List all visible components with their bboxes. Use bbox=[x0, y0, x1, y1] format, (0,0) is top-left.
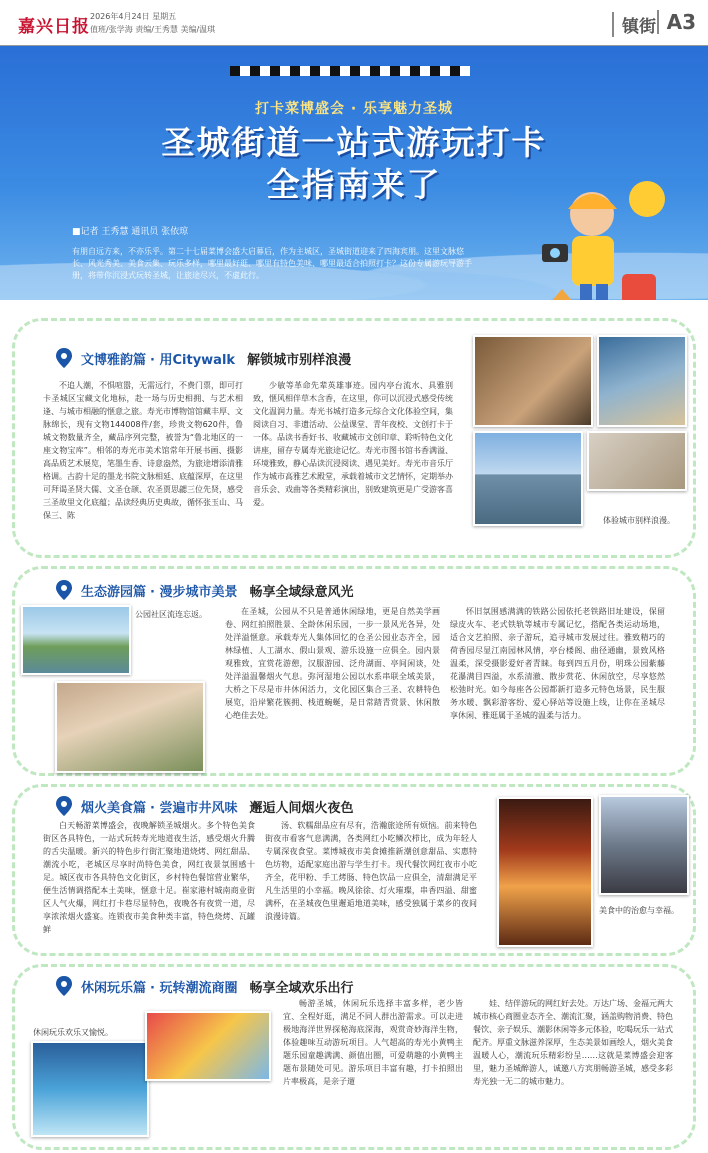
page-number: A3 bbox=[657, 10, 696, 34]
section-subtitle: 解锁城市别样浪漫 bbox=[247, 352, 352, 368]
photo-gallery-visitors bbox=[597, 335, 687, 427]
checkered-flag-strip bbox=[230, 66, 470, 76]
section-culture-header bbox=[55, 345, 351, 371]
intro-paragraph: 有朋自远方来，不亦乐乎。第二十七届菜博会盛大启幕后，作为主城区，圣城街道迎来了四海宾朋。这里文脉悠长、风光秀美、美食云集、玩乐多样，哪里最好逛、哪里有特色美味、哪里最适合拍照打卡？这份专属游玩导游手册，将带你沉浸式玩转圣城，让旅途尽兴，不虚此行。 bbox=[72, 247, 472, 280]
section-tagline: · 玩转潮流商圈 bbox=[150, 980, 238, 996]
photo-caption: 休闲玩乐欢乐又愉悦。 bbox=[33, 1028, 113, 1037]
section-subtitle: 畅享全域欢乐出行 bbox=[249, 980, 354, 996]
hero-title-line2: 全指南来了 bbox=[266, 165, 442, 204]
masthead bbox=[0, 0, 708, 46]
section-ecology-body bbox=[225, 605, 685, 722]
hero-banner bbox=[0, 46, 708, 300]
section-leisure-header bbox=[55, 973, 354, 999]
location-pin-icon bbox=[55, 580, 73, 600]
section-culture bbox=[12, 318, 696, 558]
section-ecology bbox=[12, 566, 696, 776]
article-column: 白天畅游菜博盛会，夜晚解锁圣城烟火。多个特色美食街区各具特色，一站式玩转寿光地道夜生活，感受烟火升腾的舌尖温暖。新兴的特色步行街汇聚地道烧烤、网红甜品、潮流小吃，老城区尽享时尚特色美食，网红夜景氛围感十足。城区夜市各具特色文化街区，乡村特色餐馆营业繁华，便生活情调搭配本土美味，惬意十足。崔家港村城南商业街区人气火爆，网红打卡巷尽显特色，夜晚各有夜赏一道，尽享浓浓烟火盛宴。连锁夜市美食种类丰富，特色烧烤、瓦罐鲜 bbox=[43, 821, 255, 934]
section-leisure-body bbox=[283, 997, 683, 1088]
section-title: 文博雅韵篇 bbox=[81, 352, 147, 368]
article-column: 怀旧氛围感满满的铁路公园依托老铁路旧址建设，保留绿皮火车、老式铁轨等城市专属记忆，搭配各类运动场地，适合文艺拍照、亲子游玩，追寻城市发展过往。雅致精巧的荷香园尽显江南园林风情，亭台楼阁、曲径通幽，景致风格温柔，深受摄影爱好者青睐。每到四五月份，明珠公园紫藤花瀑满目四溢，水系清澈、散步赏花、休闲放空，尽享悠然松弛时光。如今每座各公园都新打造多元特色场景，民生服务水暖、飘彩游客纷、爱心驿站等设施上线，让你在圣城尽享休闲、雅逛属于圣城的温柔与活力。 bbox=[450, 607, 665, 720]
byline: ■记者 王秀慧 通讯员 张依琼 bbox=[72, 227, 189, 237]
editors-line: 值班/张学海 责编/王秀慧 美编/温琪 bbox=[90, 25, 216, 34]
location-pin-icon bbox=[55, 796, 73, 816]
photo-amusement-park bbox=[145, 1011, 271, 1081]
section-leisure bbox=[12, 964, 696, 1150]
photo-park-lake bbox=[21, 605, 131, 675]
hero-title-line1: 圣城街道一站式游玩打卡 bbox=[161, 123, 547, 162]
section-food-body bbox=[43, 819, 483, 936]
section-label: 镇街 bbox=[612, 12, 656, 37]
issue-meta bbox=[90, 10, 215, 36]
section-title: 生态游园篇 bbox=[81, 584, 147, 600]
article-column: 汤、软糯甜品应有尽有，浩瀚旅途所有烦恼。前来特色街夜市看客气息满满，各类网红小吃鳞次栉比，成为年轻人专属深夜食堂。菜博城夜市美食摊推新潮创意甜品、实惠特色坊物，适配家庭出游与学生打卡。现代餐饮网红夜市小吃齐全，花甲粉、手工烤肠、特色饮品一应俱全，清甜满足平凡生活里的小幸福。晚风徐徐、灯火璀璨，串香四溢、甜蜜满杯，在圣城夜色里邂逅地道美味，感受独属于菜乡的夜间浪漫诗篇。 bbox=[265, 821, 477, 921]
photo-museum-exhibit bbox=[473, 335, 593, 427]
section-subtitle: 畅享全域绿意风光 bbox=[249, 584, 354, 600]
section-culture-body bbox=[43, 379, 463, 522]
section-ecology-header bbox=[55, 577, 354, 603]
issue-date: 2026年4月24日 星期五 bbox=[90, 12, 177, 21]
article-column: 娃、结伴游玩的网红好去处。万达广场、金福元两大城市核心商圈业态齐全、潮流汇聚，涵盖购物消费、特色餐饮、亲子娱乐、潮影休闲等多元体验，吃喝玩乐一站式配齐。厚重文脉滋养深厚，生态美景如画绘人，烟火美食温暖人心，潮流玩乐精彩纷呈……这就是菜博盛会迎客里，魅力圣城醉游人，诚邀八方宾朋畅游圣城，感受多彩寿光独一无二的城市魅力。 bbox=[473, 999, 673, 1086]
location-pin-icon bbox=[55, 348, 73, 368]
location-pin-icon bbox=[55, 976, 73, 996]
photo-food-street-night bbox=[497, 797, 593, 947]
photo-caption: 公园社区流连忘返。 bbox=[135, 610, 207, 619]
section-food-header bbox=[55, 793, 354, 819]
section-title: 烟火美食篇 bbox=[81, 800, 147, 816]
article-column: 少敏等革命先辈英雄事迹。园内亭台流水、具雅别致，惬风相伴草木含香，在这里，你可以沉浸式感受传统文化温润力量。寿光书城打造多元综合文化体验空间，集阅读自习、非遗活动、公益课堂、青年夜校、文创打卡于一体。品读书香好书、收藏城市文创印章、聆听特色文化讲座，留存专属寿光旅途记忆。寿光市图书馆书香满溢、环境雅致，静心品读沉浸阅读、遇见美好。寿光市音乐厅作为城市高雅艺术殿堂，承载着城市文艺情怀，定期举办音乐会、戏曲等各类精彩演出，别致建筑更是广受游客喜爱。 bbox=[253, 381, 453, 507]
section-title: 休闲玩乐篇 bbox=[81, 980, 147, 996]
tourist-mascot-illustration bbox=[522, 174, 672, 300]
article-column: 不追人潮，不惧喧嚣，无需远行，不费门票，即可打卡圣城区宝藏文化地标，赴一场与历史相拥、与艺术相逢、与城市相融的惬意之旅。寿光市博物馆馆藏丰厚、文脉绵长，现有文物144008件/套，珍贵文物620件，鲁城文物数量齐全，藏品序列完整，被誉为“鲁北地区的一座文物宝库”。相邻的寿光市美术馆常年开展书画、摄影高品质艺术展览，笔墨生香、诗意盎然，为旅途增添清雅格调。古韵十足的墨龙书院文脉相延、底蕴深厚，在这里可拜谒圣贤大儒、文圣仓颉、农圣贾思勰三位先贤，感受三圣故里文化底蕴；品读经典历史典故，循怀张玉山、马保三、陈 bbox=[43, 381, 243, 520]
section-food bbox=[12, 784, 696, 956]
section-tagline: · 漫步城市美景 bbox=[150, 584, 238, 600]
section-subtitle: 邂逅人间烟火夜色 bbox=[249, 800, 354, 816]
photo-caption: 体验城市别样浪漫。 bbox=[603, 516, 675, 525]
hero-subtitle: 打卡菜博盛会 · 乐享魅力圣城 bbox=[254, 101, 454, 117]
photo-aquarium-show bbox=[31, 1041, 149, 1137]
photo-night-market bbox=[599, 795, 689, 895]
newspaper-logo: 嘉兴日报 bbox=[18, 17, 90, 37]
photo-reading-room bbox=[587, 431, 687, 491]
photo-concert-hall bbox=[473, 431, 583, 526]
photo-family-park bbox=[55, 681, 205, 773]
photo-caption: 美食中的治愈与幸福。 bbox=[599, 906, 679, 915]
section-tagline: · 用Citywalk bbox=[150, 352, 236, 368]
article-column: 畅游圣城，休闲玩乐选择丰富多样，老少皆宜、全程好逛，满足不同人群出游需求。可以走进极地海洋世界探秘海底深海，观赏奇妙海洋生物，体验趣味互动游玩项目。人气超高的寿光小黄鸭主题乐园童趣满满、颜值出圈，可爱萌趣的小黄鸭主题布景随处可见。游乐项目丰富有趣，打卡拍照出片率极高，是亲子遛 bbox=[283, 999, 463, 1086]
article-column: 在圣城，公园从不只是普通休闲绿地，更是自然美学画卷、网红拍照胜景、全龄休闲乐园，一步一景风光各异，处处洋溢惬意。承载寿光人集体回忆的仓圣公园业态齐全，园林绿植、人工湖水、假山景观、游乐设施一应俱全。园内景观雅致，宜赏花游憩，汉服游园、泛舟湖面、亭间闲谈，处处洋溢温馨烟火气息。弥河湿地公园以水系串联全域美景，大桥之下尽是市井休闲活力，文化园区集合三圣、农耕特色展览，沿岸繁花簇拥、栈道蜿蜒，是日常踏青赏景、休闲散心绝佳去处。 bbox=[225, 607, 440, 720]
section-tagline: · 尝遍市井风味 bbox=[150, 800, 238, 816]
